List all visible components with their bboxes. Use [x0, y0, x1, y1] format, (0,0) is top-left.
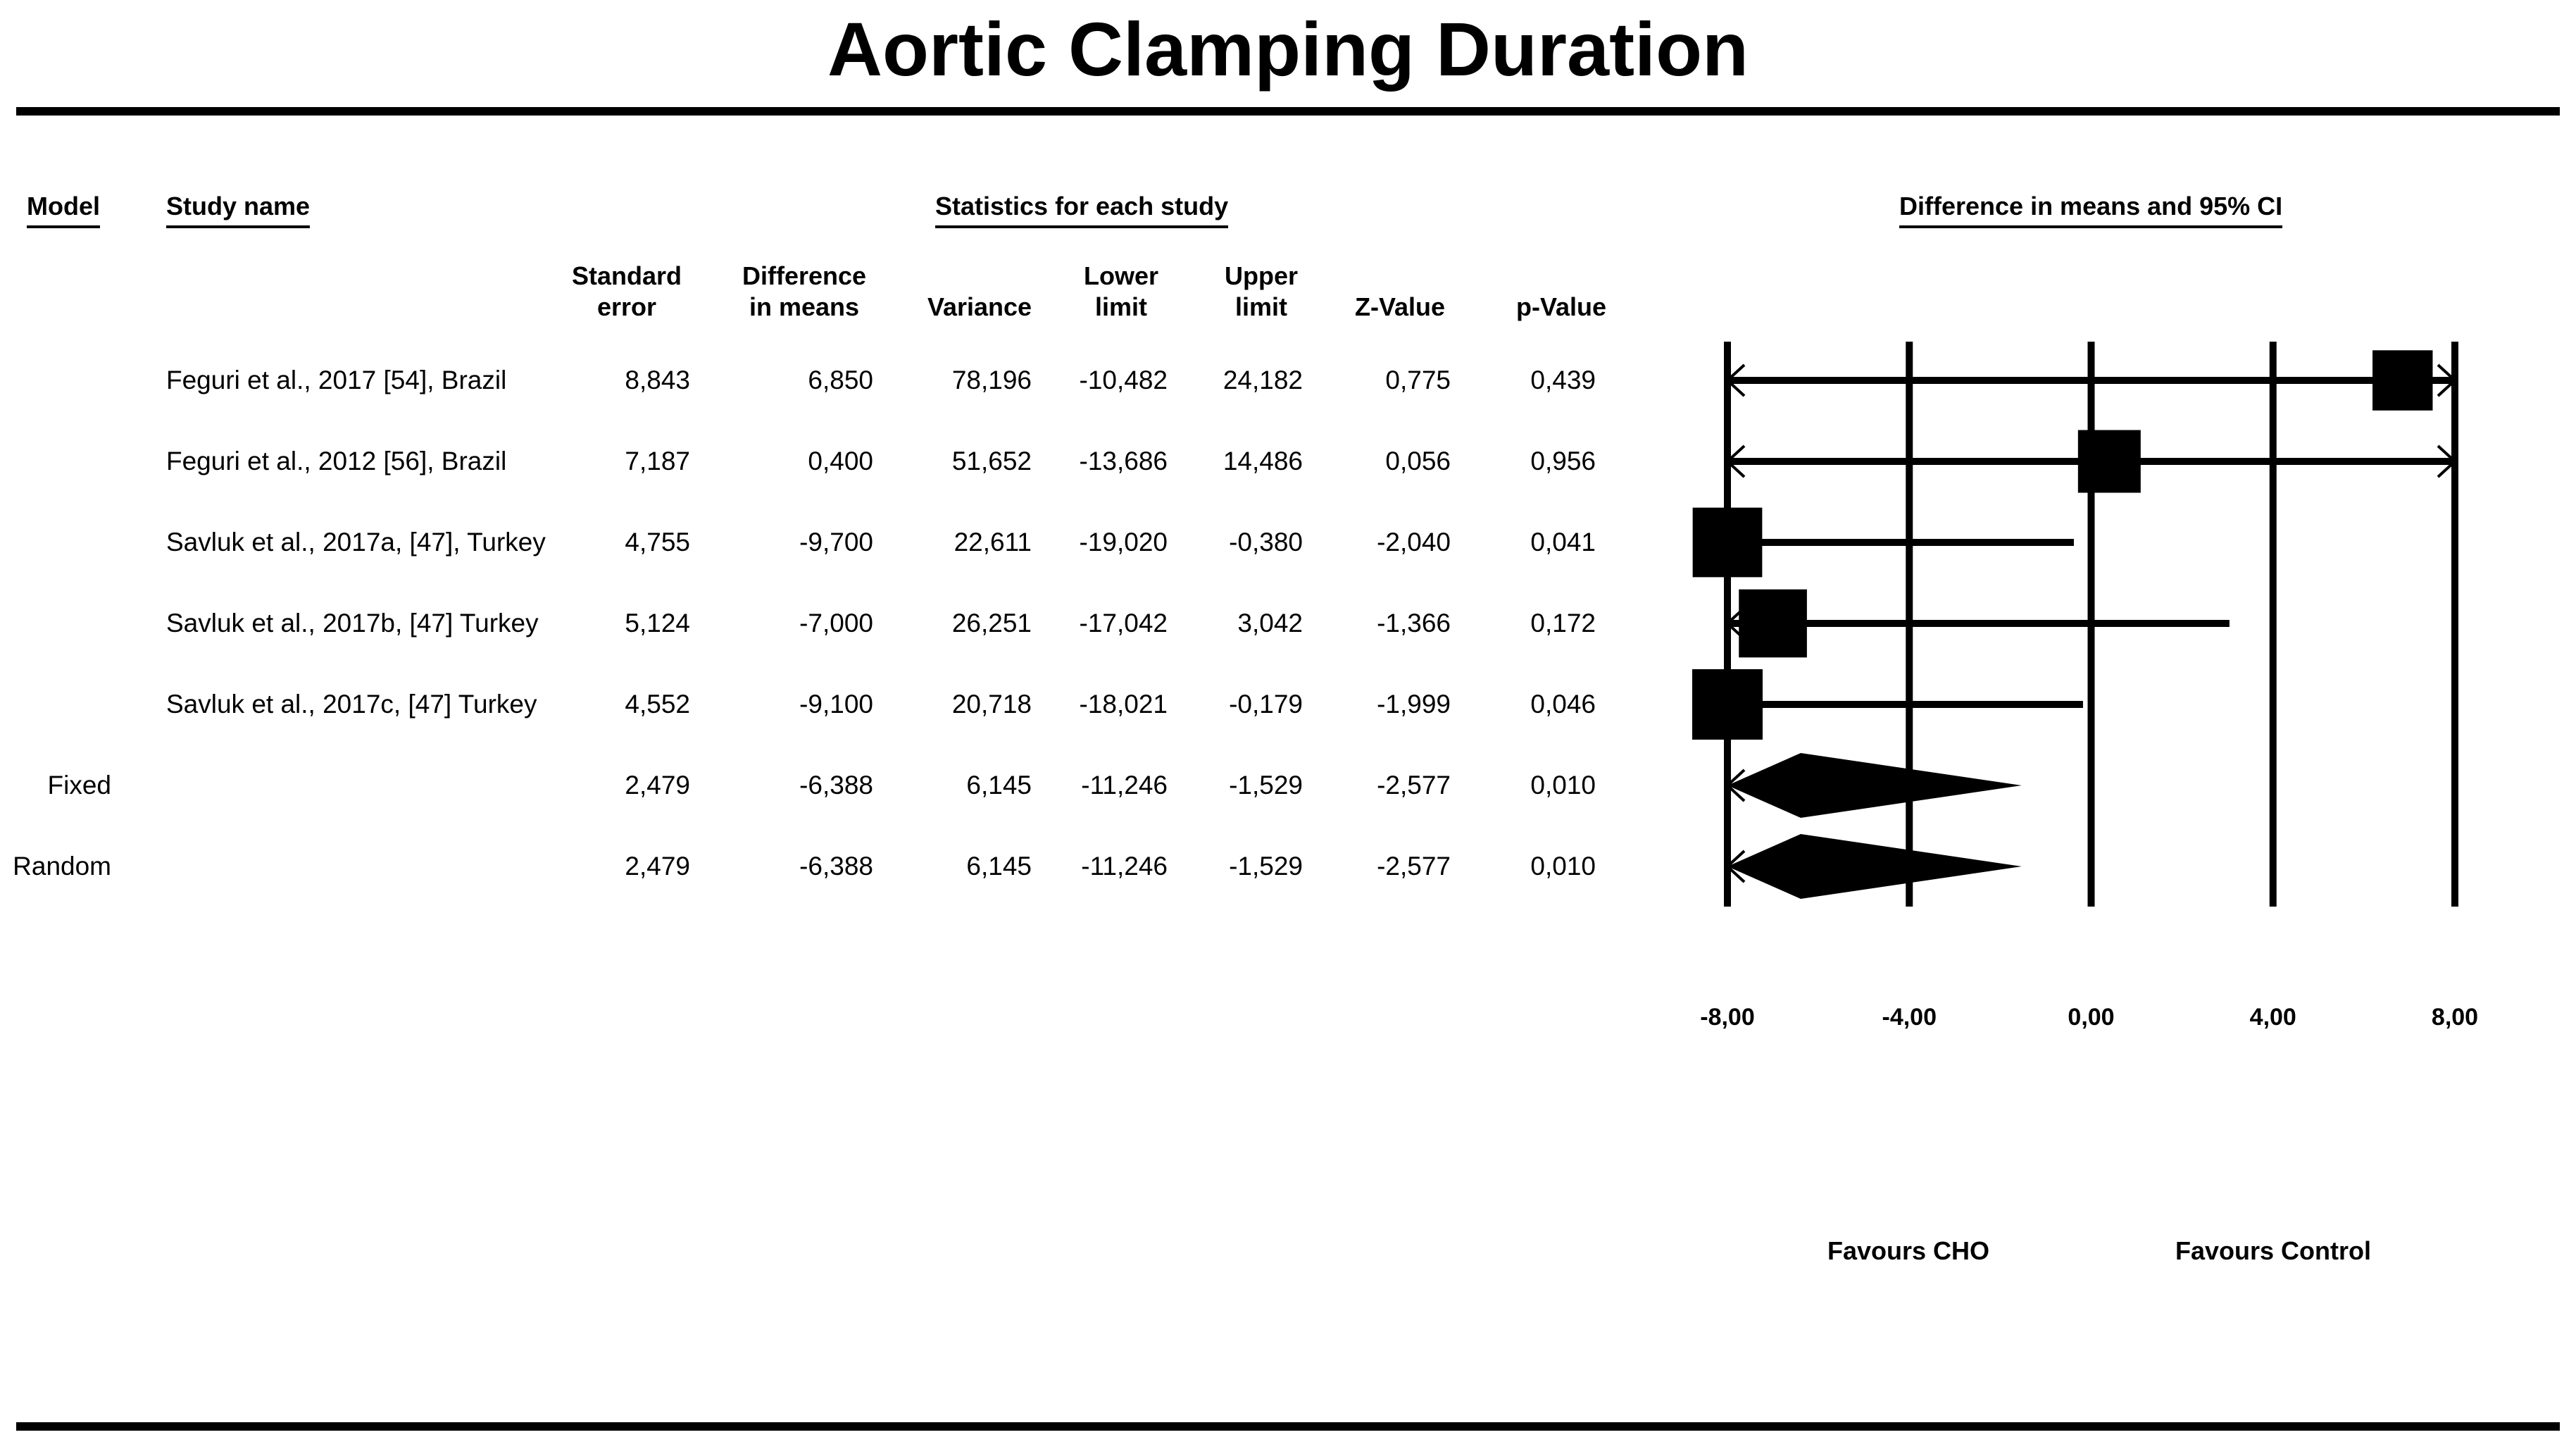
se-cell: 5,124	[625, 609, 690, 638]
upper-cell: 14,486	[1223, 447, 1303, 475]
p-cell: 0,439	[1530, 366, 1596, 394]
diff-cell: -9,700	[799, 528, 873, 556]
column-header-line1: Difference	[742, 261, 867, 290]
column-header-line2: Variance	[927, 292, 1032, 321]
upper-cell: -1,529	[1229, 852, 1303, 881]
upper-cell: -0,179	[1229, 690, 1303, 719]
p-cell: 0,956	[1530, 447, 1596, 475]
z-cell: 0,056	[1385, 447, 1451, 475]
x-tick-label: 4,00	[2249, 1004, 2296, 1031]
z-cell: -2,577	[1377, 771, 1451, 800]
p-cell: 0,010	[1530, 852, 1596, 881]
lower-cell: -13,686	[1079, 447, 1168, 475]
study-name-cell: Savluk et al., 2017a, [47], Turkey	[166, 528, 546, 556]
p-cell: 0,010	[1530, 771, 1596, 800]
z-cell: -1,366	[1377, 609, 1451, 638]
chart-title: Aortic Clamping Duration	[827, 6, 1749, 92]
se-cell: 4,755	[625, 528, 690, 556]
var-cell: 22,611	[954, 528, 1032, 556]
column-header-line2: in means	[749, 292, 860, 321]
study-name-cell: Savluk et al., 2017c, [47] Turkey	[166, 690, 537, 719]
se-cell: 2,479	[625, 771, 690, 800]
diff-cell: 6,850	[808, 366, 873, 394]
favours-control-label: Favours Control	[2175, 1236, 2371, 1265]
column-header-line1: Lower	[1083, 261, 1158, 290]
study-name-cell: Savluk et al., 2017b, [47] Turkey	[166, 609, 539, 638]
lower-cell: -10,482	[1079, 366, 1168, 394]
column-header-line2: Z-Value	[1354, 292, 1446, 321]
diff-cell: -6,388	[799, 852, 873, 881]
diff-cell: -7,000	[799, 609, 873, 638]
effect-square	[1693, 508, 1763, 578]
column-header-line2: error	[596, 292, 657, 321]
var-cell: 78,196	[951, 366, 1032, 394]
model-cell: Fixed	[47, 771, 111, 800]
upper-cell: -0,380	[1229, 528, 1303, 556]
summary-diamond	[1727, 834, 2022, 899]
z-cell: -2,040	[1377, 528, 1451, 556]
x-tick-label: 0,00	[2068, 1004, 2115, 1031]
column-header-line1: Upper	[1224, 261, 1298, 290]
study-name-header-label: Study name	[166, 192, 311, 220]
x-tick-label: -4,00	[1882, 1004, 1937, 1031]
column-header-line1: Standard	[571, 261, 682, 290]
var-cell: 26,251	[951, 609, 1032, 638]
statistics-header-label: Statistics for each study	[935, 192, 1229, 220]
favours-cho-label: Favours CHO	[1827, 1236, 1990, 1265]
se-cell: 4,552	[625, 690, 690, 719]
model-cell: Random	[13, 852, 111, 881]
z-cell: -2,577	[1377, 852, 1451, 881]
diff-cell: 0,400	[808, 447, 873, 475]
lower-cell: -11,246	[1081, 771, 1168, 800]
z-cell: 0,775	[1385, 366, 1451, 394]
study-name-cell: Feguri et al., 2012 [56], Brazil	[166, 447, 507, 475]
upper-cell: -1,529	[1229, 771, 1303, 800]
se-cell: 8,843	[625, 366, 690, 394]
summary-diamond	[1727, 753, 2022, 818]
se-cell: 7,187	[625, 447, 690, 475]
bottom-rule	[16, 1422, 2560, 1431]
diff-cell: -6,388	[799, 771, 873, 800]
var-cell: 6,145	[966, 771, 1032, 800]
var-cell: 51,652	[951, 447, 1032, 475]
lower-cell: -17,042	[1079, 609, 1168, 638]
p-cell: 0,046	[1530, 690, 1596, 719]
effect-square	[2372, 350, 2432, 410]
se-cell: 2,479	[625, 852, 690, 881]
var-cell: 20,718	[951, 690, 1032, 719]
x-tick-label: -8,00	[1700, 1004, 1755, 1031]
lower-cell: -19,020	[1079, 528, 1168, 556]
z-cell: -1,999	[1377, 690, 1451, 719]
effect-square	[1692, 669, 1763, 740]
plot-header-label: Difference in means and 95% CI	[1899, 192, 2283, 220]
lower-cell: -18,021	[1079, 690, 1168, 719]
diff-cell: -9,100	[799, 690, 873, 719]
column-header-line2: p-Value	[1515, 292, 1607, 321]
model-header-label: Model	[27, 192, 100, 220]
effect-square	[1739, 590, 1807, 658]
p-cell: 0,041	[1530, 528, 1596, 556]
column-header-line2: limit	[1094, 292, 1147, 321]
var-cell: 6,145	[966, 852, 1032, 881]
column-header-line2: limit	[1234, 292, 1287, 321]
upper-cell: 3,042	[1237, 609, 1303, 638]
x-tick-label: 8,00	[2431, 1004, 2479, 1031]
effect-square	[2078, 430, 2141, 492]
upper-cell: 24,182	[1223, 366, 1303, 394]
study-name-cell: Feguri et al., 2017 [54], Brazil	[166, 366, 507, 394]
p-cell: 0,172	[1530, 609, 1596, 638]
lower-cell: -11,246	[1081, 852, 1168, 881]
